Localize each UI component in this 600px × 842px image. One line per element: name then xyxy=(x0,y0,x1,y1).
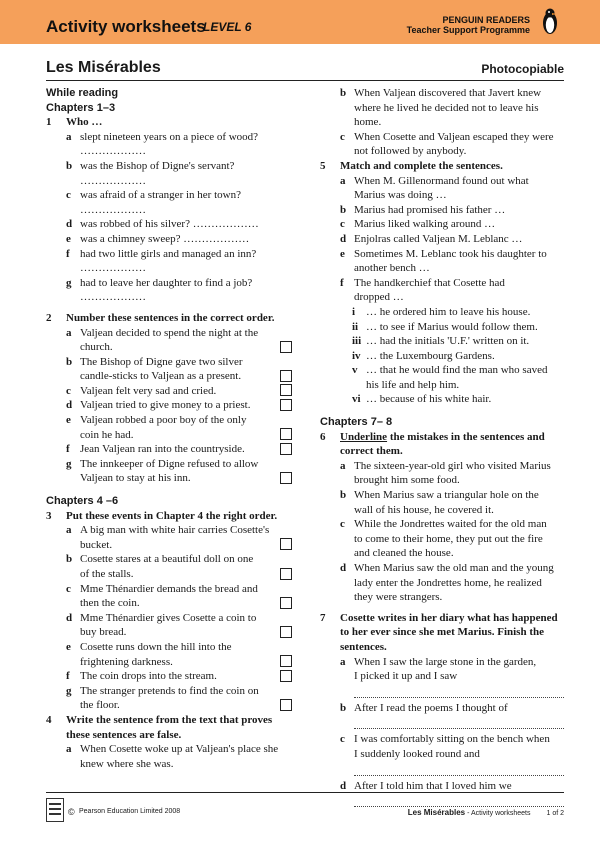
q2-item-b: b The Bishop of Digne gave two silver candle-sticks to Valjean as a present. xyxy=(46,355,294,384)
title-rule xyxy=(46,80,564,81)
q5-item-f: f The handkerchief that Cosette had dropped … xyxy=(340,276,505,304)
q2-item-d: d Valjean tried to give money to a priest. xyxy=(46,398,294,413)
right-column xyxy=(320,86,564,807)
question-5: 5 Match and complete the sentences. xyxy=(320,159,503,172)
q7-item-b: b After I read the poems I thought of xyxy=(320,701,564,730)
footer-suffix: - Activity worksheets xyxy=(465,810,531,817)
q5-item-a: a When M. Gillenormand found out what Marius was doing … xyxy=(340,174,529,202)
q1-item-f: f had two little girls and managed an inn? ……………… xyxy=(66,247,257,275)
q4-item-b: b When Valjean discovered that Javert knew where he lived he decided not to leave his home. xyxy=(340,87,542,129)
q5-sub-v: v … that he would find the man who saved his life and help him. xyxy=(352,364,548,391)
q6-item-a: a The sixteen-year-old girl who visited Marius brought him some food. xyxy=(340,459,551,487)
penguin-icon xyxy=(537,4,563,38)
order-box[interactable] xyxy=(280,670,292,682)
q5-sub-ii: ii … to see if Marius would follow them. xyxy=(352,320,538,333)
footer-book: Les Misérables xyxy=(407,808,466,817)
q3-item-c: c Mme Thénardier demands the bread and then the coin. xyxy=(46,582,294,611)
book-title: Les Misérables xyxy=(46,59,161,76)
q1-item-b: b was the Bishop of Digne's servant? ……………… xyxy=(66,159,235,187)
order-box[interactable] xyxy=(280,655,292,667)
worksheet-title: Activity worksheets xyxy=(46,17,206,36)
order-box[interactable] xyxy=(280,399,292,411)
q3-item-e: e Cosette runs down the hill into the frightening darkness. xyxy=(46,640,294,669)
order-box[interactable] xyxy=(280,699,292,711)
chapters-heading: Chapters 4 –6 xyxy=(46,495,119,508)
question-7: 7 Cosette writes in her diary what has happened to her ever since she met Marius. Finish the sentences. xyxy=(320,611,558,653)
q1-item-e: e was a chimney sweep? ……………… xyxy=(66,232,250,245)
question-1: 1 Who … xyxy=(46,116,103,129)
answer-blank[interactable]: ……………… xyxy=(80,262,146,275)
q6-item-d: d When Marius saw the old man and the young lady enter the Jondrettes home, he realized they were strangers. xyxy=(340,562,554,604)
copyright-text: Pearson Education Limited 2008 xyxy=(79,808,181,815)
q3-item-f: f The coin drops into the stream. xyxy=(46,669,294,684)
chapters-heading: Chapters 1–3 xyxy=(46,101,116,114)
section-heading: While reading xyxy=(46,87,119,99)
q1-item-d: d was robbed of his silver? ……………… xyxy=(66,218,259,231)
q5-sub-vi: vi … because of his white hair. xyxy=(352,393,492,406)
page-number: 1 of 2 xyxy=(546,810,564,817)
left-column xyxy=(46,86,294,771)
q5-item-e: e Sometimes M. Leblanc took his daughter to another bench … xyxy=(340,247,547,275)
chapters-heading: Chapters 7– 8 xyxy=(320,416,393,429)
q3-item-a: a A big man with white hair carries Cosette's bucket. xyxy=(46,523,294,552)
q4-item-c: c When Cosette and Valjean escaped they were not followed by anybody. xyxy=(340,130,554,158)
q6-item-b: b When Marius saw a triangular hole on the wall of his house, he covered it. xyxy=(340,489,539,516)
q2-item-c: c Valjean felt very sad and cried. xyxy=(46,384,294,399)
q7-item-a: a When I saw the large stone in the garden, I picked it up and I saw xyxy=(320,655,564,698)
footer-right xyxy=(408,808,564,817)
q5-item-b: b Marius had promised his father … xyxy=(340,203,506,216)
question-3: 3 Put these events in Chapter 4 the right order. xyxy=(46,509,278,522)
order-box[interactable] xyxy=(280,341,292,353)
question-6: 6 Underline the mistakes in the sentences and correct them. xyxy=(320,430,545,458)
q3-item-g: g The stranger pretends to find the coin on the floor. xyxy=(46,684,294,713)
answer-line[interactable] xyxy=(354,763,564,776)
publisher-label: PENGUIN READERS xyxy=(442,15,530,25)
q5-sub-i: i … he ordered him to leave his house. xyxy=(352,305,531,318)
q1-item-c: c was afraid of a stranger in her town? ……………… xyxy=(66,189,241,216)
answer-line[interactable] xyxy=(354,716,564,729)
question-2: 2 Number these sentences in the correct order. xyxy=(46,311,275,324)
footer-rule xyxy=(46,792,564,793)
answer-blank[interactable]: ……………… xyxy=(80,203,146,216)
q2-item-g: g The innkeeper of Digne refused to allow Valjean to stay at his inn. xyxy=(46,457,294,486)
order-box[interactable] xyxy=(280,384,292,396)
q1-item-g: g had to leave her daughter to find a job? ……………… xyxy=(66,276,253,304)
order-box[interactable] xyxy=(280,626,292,638)
answer-blank[interactable]: ……………… xyxy=(80,291,146,304)
q5-item-c: c Marius liked walking around … xyxy=(340,218,496,231)
order-box[interactable] xyxy=(280,538,292,550)
q6-item-c: c While the Jondrettes waited for the old man to come to their home, they put out the fire and cleaned the house. xyxy=(340,518,547,560)
order-box[interactable] xyxy=(280,443,292,455)
q3-item-b: b Cosette stares at a beautiful doll on one of the stalls. xyxy=(46,552,294,581)
copyright-icon: © xyxy=(68,807,75,817)
order-box[interactable] xyxy=(280,472,292,484)
programme-label: Teacher Support Programme xyxy=(406,25,530,35)
q2-item-e: e Valjean robbed a poor boy of the only coin he had. xyxy=(46,413,294,442)
order-box[interactable] xyxy=(280,370,292,382)
pearson-logo-icon xyxy=(46,798,64,822)
q3-item-d: d Mme Thénardier gives Cosette a coin to buy bread. xyxy=(46,611,294,640)
question-4: 4 Write the sentence from the text that proves these sentences are false. xyxy=(46,713,273,741)
q5-sub-iii: iii … had the initials 'U.F.' written on it. xyxy=(352,335,530,348)
q7-item-d: d After I told him that I loved him we xyxy=(320,779,564,808)
answer-blank[interactable]: ……………… xyxy=(80,174,146,187)
q5-sub-iv: iv … the Luxembourg Gardens. xyxy=(352,349,495,362)
level-label: LEVEL 6 xyxy=(203,20,252,34)
q2-item-a: a Valjean decided to spend the night at the church. xyxy=(46,326,294,355)
answer-blank[interactable]: ……………… xyxy=(80,145,146,158)
answer-line[interactable] xyxy=(354,794,564,807)
order-box[interactable] xyxy=(280,597,292,609)
q2-item-f: f Jean Valjean ran into the countryside. xyxy=(46,442,294,457)
order-box[interactable] xyxy=(280,428,292,440)
order-box[interactable] xyxy=(280,568,292,580)
answer-line[interactable] xyxy=(354,685,564,698)
q4-item-a: a When Cosette woke up at Valjean's place she knew where she was. xyxy=(66,743,279,770)
q1-item-a: a slept nineteen years on a piece of wood? ……………… xyxy=(66,130,259,158)
q7-item-c: c I was comfortably sitting on the bench when I suddenly looked round and xyxy=(320,732,564,775)
q5-item-d: d Enjolras called Valjean M. Leblanc … xyxy=(340,232,523,245)
photocopiable-label: Photocopiable xyxy=(481,62,564,76)
